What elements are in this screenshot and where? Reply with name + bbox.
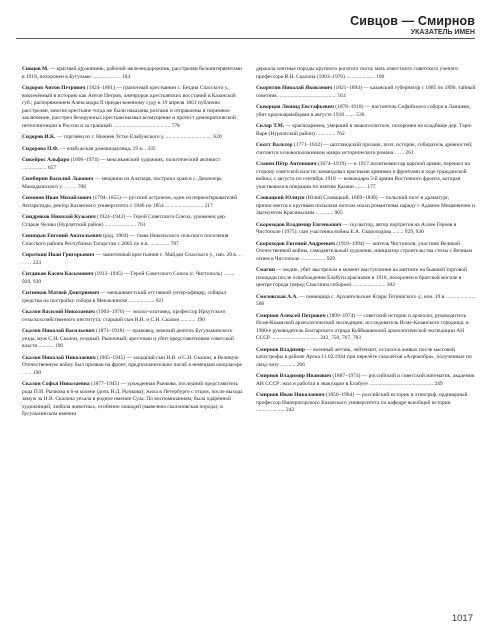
entry-name: Сикейрос Альфаро [22,157,70,163]
entry-text: держала элитные породы крупного рогатого скота; мать известного советского ученого профессора В.Н. Скалона (1903–1976) ..................... 190 [256,66,458,80]
entry-text: — помещица с. Архангельские Клари Тетюшского у., кон. 19 в. ..................... 506 [256,293,476,307]
entry-name: Смирнов Владимир Иванович [256,373,332,379]
entry-text: (1824–1861) — грамотный крестьянин с. Бездна Спасского у., вовлечённый в историю как Антон Петров, лжепророк крестьянских восстаний в Казанской губ.; распоряжением Александра II предан военному суду и 19 апреля 1861 публично расстрелян, многие крестьяне тогда же были наказаны розгами и отправлены в тюремное заключение, расстрел безоружных крестьян вызвал возмущение и протест демократической интеллигенции в России и за границей .......................................... 778 [22,85,236,129]
entry-text: (1877–1945) — урожденная Рычкова, последний представитель рода П.И. Рычкова в 6-м колене (дочь Н.Д. Рычкова); жила в Петербурге с отцом, после выхода замуж за Н.В. Скалона уехала в родное имение Сула. По воспоминаниям, была одарённой художницей, любила животных, особенно лошадей (вывелена скалоновская порода); в бугульминском имении [22,381,243,417]
index-entry [256,294,478,309]
index-entry [256,66,478,81]
entry-name: Словацкий Юлиуш [256,195,305,201]
index-entry [256,347,478,370]
entry-name: Скороходов Евгений Андреевич [256,240,335,247]
entry-text: (1821–1894) — казанский губернатор с 1885 по 1890, тайный советник ........................................... 931 [256,85,476,99]
entry-name: Скорятин Николай Яковлевич [256,85,333,91]
index-entry [22,176,244,191]
index-entry [22,195,244,210]
entry-text: — торговец из г. Нижнее Устье Елабужского у. .................................. 620 [55,134,222,140]
index-entry [22,157,244,172]
entry-text: — зажиточный крестьянин с. Майдан Спасского у., нач. 20 в. . . . . . . 223 [22,252,243,266]
entry-name: Склар Т.М. [256,123,285,129]
entry-text: — военный летчик, лейтенант, остался в живых после массовой катастрофы в районе Арска 11.02.1944 при перелёте самолётов «Аэрокобра», полученных по ленд-лизу ........... 266 [256,346,472,368]
entry-name: Смагин [256,267,276,273]
index-entry [22,381,244,419]
index-entry [22,214,244,229]
entry-name: Ситников Матвей Дмитриевич [22,290,100,296]
entry-name: Сивцов М. [22,66,49,72]
right-column [256,66,478,423]
entry-text: (1878–1918) — настоятель Софийского собора в Лаишеве, убит красноармейцами в августе 1918 ....... 536 [256,104,471,118]
entry-name: Скалон Василий Николаевич [22,309,95,315]
entry-name: Смирнов Алексей Петрович [256,312,326,319]
index-entry [22,328,244,351]
index-entry [256,85,478,100]
index-entry [22,290,244,305]
entry-text: (1856–1904) — российский историк и этнограф, ординарный профессор Императорского Казанского университета по кафедре всеобщей истории ..................... 242 [256,392,468,413]
header-title: Сивцов — Смирнов [350,14,475,28]
index-entry [256,222,478,237]
entry-text: (1794–1855) — русский астроном, один из первооткрывателей Антарктиды, ректор Казанского университета с 1846 по 1854 ............................ 217 [22,195,238,209]
entry-text: (род. 1964) — глава Никольского сельского поселения Спасского района Республики Татарстан с 2005 по н.в. .............. 787 [22,233,229,247]
index-entry [22,271,244,286]
index-entry [22,146,244,154]
left-column [22,66,244,423]
entry-name: Смеловская А.А. [256,293,298,300]
index-entry [256,123,478,138]
header-subtitle: УКАЗАТЕЛЬ ИМЕН [410,29,475,36]
entry-name: Сидорова П.Ф. [22,145,59,152]
entry-name: Скалон Николай Васильевич [22,328,95,334]
page-number: 1017 [451,613,473,624]
index-entry [22,66,244,81]
entry-text: — елабужская домовладелица, 19 в. . 335 [58,145,156,152]
entry-name: Скалон Николай Николаевич [22,354,96,361]
entry-text: (1896–1974) — мексиканский художник, политический активист .................. 657 [22,157,221,171]
entry-name: Славен Пётр Антонович [256,161,317,167]
entry-text: (1905–1945) — младший сын Н.В. и С.Н. Скалон, в Великую Отечественную войну был призван на фронт, предположительно погиб в немецком концлагере . . . . 190 [22,354,242,376]
entry-text: (1871–1918) — правовед, земский деятель Бугульминского уезда, муж С.Н. Скалон, уездный. Рыночный; арестован и убит представителями советской власти ........... 190 [22,328,234,349]
index-entry [22,355,244,378]
entry-text: (1913–1945) — Герой Советского Союза (г. Чистополь) ........ 929, 930 [22,271,235,285]
entry-name: Смирнов Иван Николаевич [256,392,325,398]
entry-name: Сироткин Иван Григорьевич [22,252,95,258]
entry-name: Сидоров Антон Петрович [22,85,86,91]
entry-text: (1887–1974) — российский и советский математик, академик АН СССР; жил и работал в эвакуации в Елабуге ............................................... 249 [256,373,475,387]
entry-text: — красноармеец, умерший в эвакогоспитале, похоронен на кладбище дер. Тарн-Варе (Нурлатский район) .............. 762 [256,123,473,137]
entry-name: Скороходов Владимир Евгеньевич [256,221,342,228]
index-entry [256,161,478,191]
index-entry [22,85,244,130]
running-header [16,14,475,39]
entry-text: (1771–1832) — шотландский прозаик, поэт, историк, собиратель древностей; считается основоположником жанра исторического романа . . . . 261 [256,142,473,156]
entry-text: (1924–1943) — Герой Советского Союза, уроженец дер. Старые Челны (Нурлатский район) ....................... 761 [22,214,227,228]
index-entry [22,233,244,248]
entry-text: (Юлий Словацкий, 1809–1849) — польский поэт и драматург, причисляется к крупным польским поэтам эпохи романтизма наряду с Адамом Мицкевичем и Зыгмунтом Красиньским ............. 905 [256,195,475,216]
index-entry [22,252,244,267]
entry-name: Скотт Вальтер [256,142,293,148]
entry-name: Скворцов Леонид Евстафьевич [256,104,334,110]
entry-name: Смирнов Владимир [256,346,305,353]
index-entry [22,309,244,324]
index-entry [22,134,244,142]
index-entry [256,373,478,388]
index-entry [256,195,478,218]
entry-text: — мещанин из Алатыря, построил храм в с. Девлезерь Мамадышского у. . . . . . 708 [22,176,222,190]
index-entry [256,241,478,264]
entry-text: (1899–1974) — советский историк и археолог, руководитель Исме-Казанской археологической экспедиции, исследователь Исме-Казанского городища; в 1960-е руководитель Болгарского отряда Куйбышевской археологической экспедиции АН СССР ................................... 242, 750, 767, 783 [256,312,469,341]
entry-name: Сидоров И.К. [22,134,56,140]
entry-name: Синицын Евгений Анатольевич [22,233,102,239]
entry-name: Скалон Софья Николаевна [22,381,90,387]
entry-text: (1874–1919) — в 1917 политкомиссар царской армии, перешел на сторону советской власти; командовал красными армиями и фронтами в ходе гражданской войны; с августа по сентябрь 1918 — командарм 5-й армии Восточного фронта, которая участвовала в операции по взятию Казани ........ 177 [256,161,470,190]
index-entry [256,313,478,343]
entry-name: Синдряков Николай Кузьмич [22,214,96,220]
index-columns [22,66,478,423]
entry-text: — скульптор, автор портретов на Аллее Героев в Чистополе (1975), сын участника войны Е.А. Скороходова ........ 929, 930 [256,221,457,235]
index-entry [256,267,478,290]
entry-text: — красный дружинник, рабочий-железнодорожник, расстрелян белоинтервентами в 1918, похоронен в Бугульме ..................... 184 [22,66,242,80]
entry-name: Симонов Иван Михайлович [22,195,92,201]
index-entry [256,142,478,157]
index-entry [256,104,478,119]
entry-text: — меньшевистский отставной унтер-офицер, собирал средства на постройку собора в Мензелинске ................... 621 [22,290,227,304]
entry-text: (1903–1976) — зоолог-охотовед, профессор Иркутского сельскохозяйственного института; старший сын Н.В. и С.Н. Скалон ........... 190 [22,309,226,323]
header-rule [16,38,475,39]
entry-name: Ситдиков Касим Касымович [22,271,94,277]
entry-name: Симбирин Василий Львович [22,176,94,182]
entry-text: (1919–1994) — житель Чистополя, участник Великой Отечественной войны, самодеятельный художник, инициатор строительства стелы с Вечным огнем в Чистополе .................. 929 [256,240,472,262]
entry-text: — модик, убит выстрелом в момент выступления на митинге на бывшей торговой площади после освобождения Елабуги красными в 1918, похоронен в братской могиле в центре города (перед Спасским собором) ........................ 302 [256,267,467,288]
index-entry [256,392,478,415]
